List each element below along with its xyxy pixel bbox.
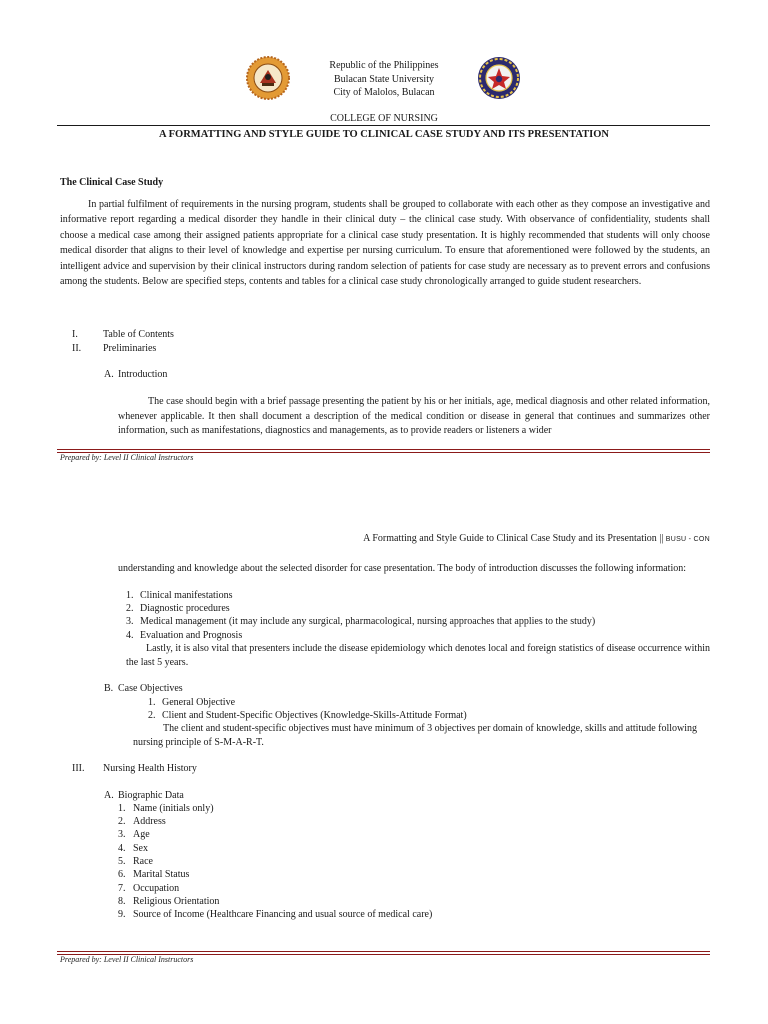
- list-item-num: 5.: [118, 856, 126, 867]
- list-item: Source of Income (Healthcare Financing and usual source of medical care): [133, 909, 433, 920]
- objectives-text: The client and student-specific objectives must have minimum of 3 objectives per domain of knowledge, skills and attitude following nursing principle of S-M-A-R-T.: [133, 723, 698, 748]
- running-header-title: A Formatting and Style Guide to Clinical Case Study and its Presentation ||: [363, 533, 664, 544]
- list-item-num: 4.: [126, 630, 134, 641]
- list-item-num: 1.: [126, 590, 134, 601]
- section-label: Nursing Health History: [103, 763, 197, 774]
- list-item-num: 2.: [148, 710, 156, 721]
- footer-rule: [57, 449, 710, 450]
- list-item: Race: [133, 856, 153, 867]
- list-item-num: 9.: [118, 909, 126, 920]
- subsection-label: Biographic Data: [118, 790, 184, 801]
- header-line-university: Bulacan State University: [334, 73, 434, 85]
- list-item-num: 6.: [118, 869, 126, 880]
- list-item-num: 1.: [148, 697, 156, 708]
- list-item: Evaluation and Prognosis: [140, 630, 243, 641]
- list-item: Address: [133, 816, 166, 827]
- list-item-num: 3.: [118, 829, 126, 840]
- header-rule: [57, 125, 710, 126]
- footer-prepared-by: Prepared by: Level II Clinical Instructors: [60, 955, 194, 964]
- list-item-num: 7.: [118, 883, 126, 894]
- list-item-num: 2.: [126, 603, 134, 614]
- subsection-label: Case Objectives: [118, 683, 183, 694]
- list-item: Diagnostic procedures: [140, 603, 230, 614]
- list-item: Occupation: [133, 883, 180, 894]
- list-item: Religious Orientation: [133, 896, 220, 907]
- list-item-num: 8.: [118, 896, 126, 907]
- list-item: Medical management (it may include any surgical, pharmacological, nursing approaches that applies to the study): [140, 616, 596, 627]
- running-header-tag: BUSU - CON: [665, 536, 710, 543]
- outline-item-num: II.: [72, 343, 82, 354]
- list-item: General Objective: [162, 697, 236, 708]
- outline-item-label: Preliminaries: [103, 343, 157, 354]
- list-item-num: 2.: [118, 816, 126, 827]
- footer-rule: [57, 951, 710, 952]
- continued-paragraph: understanding and knowledge about the selected disorder for case presentation. The body of introduction discusses the following information:: [118, 563, 687, 574]
- subsection-letter: B.: [104, 683, 114, 694]
- list-item: Age: [133, 829, 150, 840]
- footer-prepared-by: Prepared by: Level II Clinical Instructors: [60, 453, 194, 462]
- running-header: [363, 533, 710, 544]
- outline-item-num: I.: [72, 329, 78, 340]
- list-item-num: 1.: [118, 803, 126, 814]
- outline-item-label: Table of Contents: [103, 329, 174, 340]
- list-item: Marital Status: [133, 869, 190, 880]
- list-item-num: 3.: [126, 616, 134, 627]
- list-item-num: 4.: [118, 843, 126, 854]
- subsection-label: Introduction: [118, 369, 168, 380]
- document-title: A FORMATTING AND STYLE GUIDE TO CLINICAL CASE STUDY AND ITS PRESENTATION: [159, 129, 609, 140]
- section-num: III.: [72, 763, 85, 774]
- intro-paragraph: In partial fulfilment of requirements in the nursing program, students shall be grouped to collaborate with each other as they compose an investigative and informative report regarding a medical disorder they handle in their clinical duty – the clinical case study. With observance of confidentiality, students shall choose a medical case among their assigned patients appropriate for a clinical case study presentation. It is highly recommended that students will only choose medical disorder that aligns to their level of knowledge and expertise per nursing curriculum. To ensure that aforementioned were followed by the students, an intelligent advice and supervision by their clinical instructors during random selection of patients for case study are necessary as to prevent errors and confusions among the students. Below are specified steps, contents and tables for a clinical case study chronologically arranged to guide student researchers.: [60, 199, 710, 288]
- subsection-letter: A.: [104, 369, 114, 380]
- introduction-text: The case should begin with a brief passage presenting the patient by his or her initials, age, medical diagnosis and other related information, whenever applicable. It then shall document a description of the medical condition or disease in general that continues and summarizes other information, such as manifestations, diagnostics and managements, as to provide readers or listeners a wider: [118, 396, 710, 436]
- list-item: Name (initials only): [133, 803, 214, 814]
- list-item: Clinical manifestations: [140, 590, 233, 601]
- subsection-letter: A.: [104, 790, 114, 801]
- list-item: Sex: [133, 843, 148, 854]
- list-item: Client and Student-Specific Objectives (Knowledge-Skills-Attitude Format): [162, 710, 467, 721]
- epidemiology-text: Lastly, it is also vital that presenters include the disease epidemiology which denotes local and foreign statistics of disease occurrence within the last 5 years.: [126, 643, 710, 668]
- header-line-republic: Republic of the Philippines: [329, 60, 439, 71]
- section-heading: The Clinical Case Study: [60, 177, 164, 188]
- header-college: COLLEGE OF NURSING: [330, 113, 438, 124]
- header-line-city: City of Malolos, Bulacan: [333, 87, 435, 98]
